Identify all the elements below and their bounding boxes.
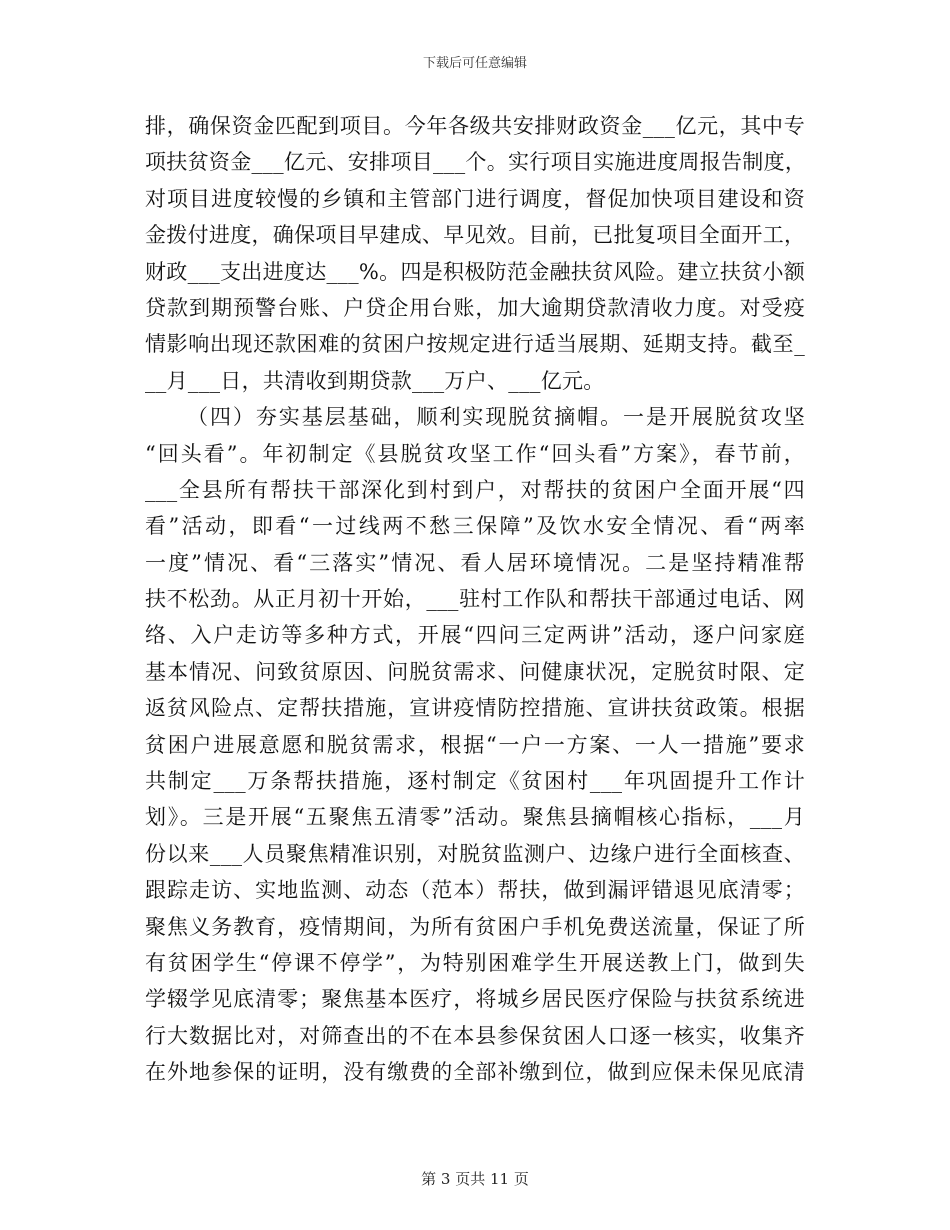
text-line: 财政___支出进度达___%。四是积极防范金融扶贫风险。建立扶贫小额 [145, 259, 806, 284]
text-line: 有贫困学生“停课不停学”，为特别困难学生开展送教上门，做到失 [145, 950, 805, 975]
text-line: 一度”情况、看“三落实”情况、看人居环境情况。二是坚持精准帮 [145, 550, 805, 575]
text-line: 共制定___万条帮扶措施，逐村制定《贫困村___年巩固提升工作计 [145, 769, 805, 794]
text-line: 金拨付进度，确保项目早建成、早见效。目前，已批复项目全面开工， [145, 223, 806, 248]
text-line: 扶不松劲。从正月初十开始，___驻村工作队和帮扶干部通过电话、网 [145, 587, 805, 612]
text-line: 贫困户进展意愿和脱贫需求，根据“一户一方案、一人一措施”要求 [145, 732, 805, 757]
text-line: 对项目进度较慢的乡镇和主管部门进行调度，督促加快项目建设和资 [145, 186, 805, 211]
text-line: 情影响出现还款困难的贫困户按规定进行适当展期、延期支持。截至_ [145, 332, 805, 357]
text-line: 看”活动，即看“一过线两不愁三保障”及饮水安全情况、看“两率 [145, 514, 805, 539]
text-line: 络、入户走访等多种方式，开展“四问三定两讲”活动，逐户问家庭 [145, 623, 805, 648]
text-line: 在外地参保的证明，没有缴费的全部补缴到位，做到应保未保见底清 [145, 1060, 805, 1085]
text-line: 份以来___人员聚焦精准识别，对脱贫监测户、边缘户进行全面核查、 [145, 841, 805, 866]
document-body [145, 108, 805, 1091]
text-line: 划》。三是开展“五聚焦五清零”活动。聚焦县摘帽核心指标，___月 [145, 805, 805, 830]
text-line: ___全县所有帮扶干部深化到村到户，对帮扶的贫困户全面开展“四 [145, 477, 805, 502]
text-line: 跟踪走访、实地监测、动态（范本）帮扶，做到漏评错退见底清零； [145, 878, 805, 903]
section-heading-line: （四）夯实基层基础，顺利实现脱贫摘帽。一是开展脱贫攻坚 [187, 405, 805, 430]
text-line: 贷款到期预警台账、户贷企用台账，加大逾期贷款清收力度。对受疫 [145, 295, 805, 320]
text-line: 基本情况、问致贫原因、问脱贫需求、问健康状况，定脱贫时限、定 [145, 659, 805, 684]
text-line: 学辍学见底清零；聚焦基本医疗，将城乡居民医疗保险与扶贫系统进 [145, 987, 805, 1012]
text-line: 项扶贫资金___亿元、安排项目___个。实行项目实施进度周报告制度， [145, 150, 807, 175]
page-number-footer: 第 3 页共 11 页 [421, 1170, 529, 1188]
text-line: 聚焦义务教育，疫情期间，为所有贫困户手机免费送流量，保证了所 [145, 914, 805, 939]
text-line: 返贫风险点、定帮扶措施，宣讲疫情防控措施、宣讲扶贫政策。根据 [145, 696, 805, 721]
text-line: __月___日，共清收到期贷款___万户、___亿元。 [145, 368, 605, 393]
text-line: 行大数据比对，对筛查出的不在本县参保贫困人口逐一核实，收集齐 [145, 1023, 805, 1048]
page-header-note: 下载后可任意编辑 [422, 56, 527, 71]
text-line: “回头看”。年初制定《县脱贫攻坚工作“回头看”方案》，春节前， [145, 441, 805, 466]
text-line: 排，确保资金匹配到项目。今年各级共安排财政资金___亿元，其中专 [145, 114, 805, 138]
